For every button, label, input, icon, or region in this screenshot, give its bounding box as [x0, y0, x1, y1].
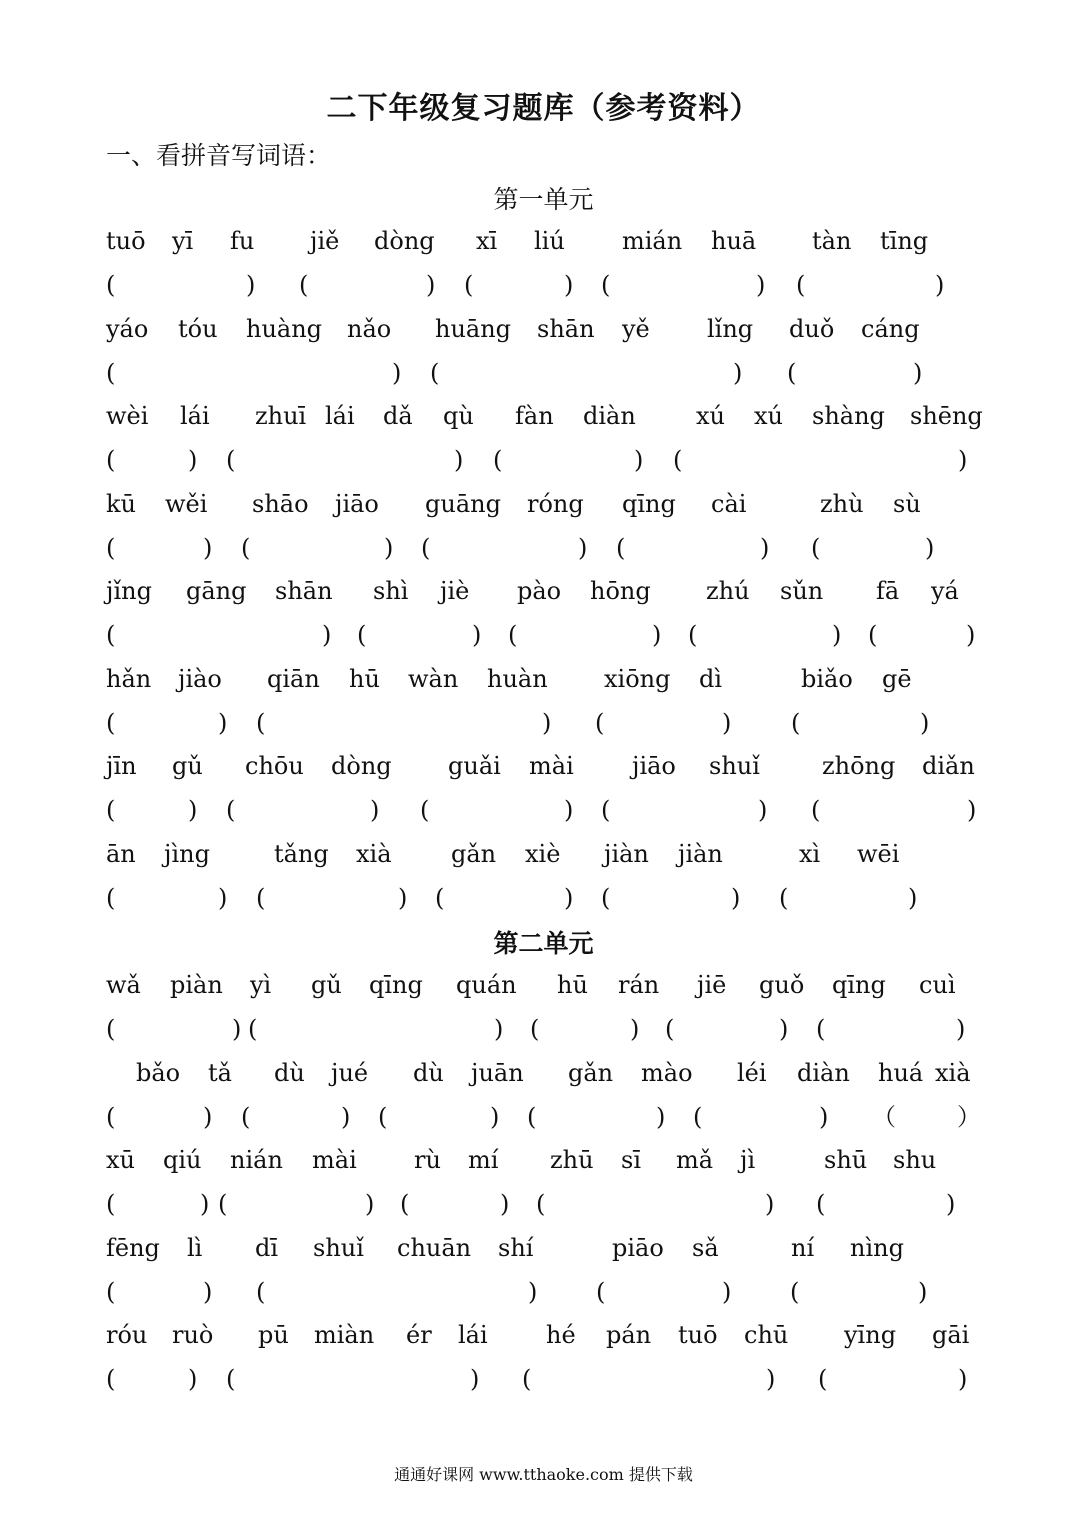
- close-bracket: ): [908, 884, 918, 912]
- close-bracket: ): [454, 446, 464, 474]
- close-bracket: ): [500, 1190, 510, 1218]
- open-bracket: (: [241, 534, 251, 562]
- pinyin-syllable: huàng: [246, 315, 323, 343]
- pinyin-syllable: qīng: [369, 971, 423, 999]
- close-bracket: ): [958, 446, 968, 474]
- pinyin-syllable: ní: [791, 1234, 815, 1262]
- close-bracket: ): [200, 1190, 210, 1218]
- pinyin-syllable: hǎn: [106, 665, 152, 693]
- pinyin-syllable: huá: [878, 1059, 924, 1087]
- pinyin-syllable: jiào: [178, 665, 222, 693]
- close-bracket: ): [578, 534, 588, 562]
- pinyin-syllable: guǎi: [448, 752, 501, 780]
- pinyin-syllable: dù: [413, 1059, 444, 1087]
- pinyin-syllable: nìng: [850, 1234, 904, 1262]
- pinyin-syllable: zhū: [550, 1146, 594, 1174]
- open-bracket: (: [435, 884, 445, 912]
- pinyin-syllable: gǔ: [311, 971, 342, 999]
- unit-2-heading: 第二单元: [493, 929, 594, 958]
- pinyin-syllable: léi: [737, 1059, 767, 1087]
- pinyin-syllable: ruò: [172, 1321, 214, 1349]
- open-bracket: (: [796, 271, 806, 299]
- pinyin-syllable: yáo: [106, 315, 149, 343]
- pinyin-row: [0, 1056, 1087, 1090]
- open-bracket: (: [106, 1015, 116, 1043]
- pinyin-syllable: qīng: [622, 490, 676, 518]
- close-bracket: ）: [957, 1103, 981, 1131]
- open-bracket: (: [522, 1365, 532, 1393]
- close-bracket: ): [494, 1015, 504, 1043]
- close-bracket: ): [203, 1103, 213, 1131]
- open-bracket: (: [601, 796, 611, 824]
- close-bracket: ): [232, 1015, 242, 1043]
- close-bracket: ): [188, 796, 198, 824]
- pinyin-syllable: wěi: [165, 490, 208, 518]
- close-bracket: ): [490, 1103, 500, 1131]
- pinyin-syllable: shu: [893, 1146, 937, 1174]
- pinyin-syllable: diǎn: [922, 752, 975, 780]
- answer-bracket-row[interactable]: [0, 356, 1087, 390]
- pinyin-syllable: gāng: [186, 577, 247, 605]
- answer-bracket-row[interactable]: [0, 1100, 1087, 1134]
- pinyin-syllable: shēng: [910, 402, 983, 430]
- close-bracket: ): [758, 796, 768, 824]
- pinyin-syllable: tóu: [178, 315, 218, 343]
- pinyin-syllable: rù: [414, 1146, 441, 1174]
- open-bracket: (: [811, 796, 821, 824]
- close-bracket: ): [779, 1015, 789, 1043]
- pinyin-syllable: nǎo: [347, 315, 392, 343]
- pinyin-row: [0, 968, 1087, 1002]
- close-bracket: ): [398, 884, 408, 912]
- pinyin-syllable: fā: [876, 577, 900, 605]
- pinyin-syllable: jiāo: [632, 752, 676, 780]
- pinyin-syllable: pào: [517, 577, 562, 605]
- pinyin-syllable: miàn: [314, 1321, 375, 1349]
- answer-bracket-row[interactable]: [0, 1187, 1087, 1221]
- pinyin-syllable: lái: [180, 402, 210, 430]
- close-bracket: ): [733, 359, 743, 387]
- open-bracket: (: [421, 534, 431, 562]
- open-bracket: (: [420, 796, 430, 824]
- open-bracket: (: [693, 1103, 703, 1131]
- pinyin-syllable: guāng: [425, 490, 501, 518]
- close-bracket: ): [652, 621, 662, 649]
- open-bracket: (: [226, 1365, 236, 1393]
- pinyin-syllable: huāng: [435, 315, 512, 343]
- pinyin-syllable: rán: [618, 971, 660, 999]
- pinyin-syllable: xū: [106, 1146, 135, 1174]
- pinyin-row: [0, 487, 1087, 521]
- pinyin-syllable: shuǐ: [313, 1234, 364, 1262]
- close-bracket: ): [564, 271, 574, 299]
- open-bracket: (: [357, 621, 367, 649]
- pinyin-syllable: qiān: [267, 665, 320, 693]
- pinyin-syllable: xià: [356, 840, 392, 868]
- close-bracket: ): [756, 271, 766, 299]
- pinyin-syllable: nián: [230, 1146, 283, 1174]
- open-bracket: (: [601, 271, 611, 299]
- close-bracket: ): [656, 1103, 666, 1131]
- pinyin-syllable: huā: [711, 227, 757, 255]
- pinyin-syllable: xiōng: [604, 665, 671, 693]
- close-bracket: ): [472, 621, 482, 649]
- pinyin-syllable: hū: [557, 971, 588, 999]
- pinyin-syllable: jiè: [440, 577, 470, 605]
- footer-credit: 通通好课网 www.tthaoke.com 提供下载: [394, 1465, 693, 1484]
- open-bracket: (: [106, 1278, 116, 1306]
- open-bracket: (: [508, 621, 518, 649]
- pinyin-syllable: cáng: [861, 315, 920, 343]
- close-bracket: ): [564, 884, 574, 912]
- pinyin-syllable: lái: [325, 402, 355, 430]
- open-bracket: (: [378, 1103, 388, 1131]
- close-bracket: ): [218, 709, 228, 737]
- pinyin-syllable: xià: [935, 1059, 971, 1087]
- close-bracket: ): [966, 621, 976, 649]
- open-bracket: (: [464, 271, 474, 299]
- pinyin-syllable: kū: [106, 490, 136, 518]
- open-bracket: (: [248, 1015, 258, 1043]
- open-bracket: (: [779, 884, 789, 912]
- close-bracket: ): [765, 1190, 775, 1218]
- open-bracket: (: [530, 1015, 540, 1043]
- open-bracket: (: [400, 1190, 410, 1218]
- answer-bracket-row[interactable]: [0, 531, 1087, 565]
- pinyin-syllable: yě: [622, 315, 650, 343]
- open-bracket: (: [106, 1103, 116, 1131]
- close-bracket: ): [819, 1103, 829, 1131]
- pinyin-syllable: wǎ: [106, 971, 141, 999]
- pinyin-row: [0, 574, 1087, 608]
- pinyin-syllable: piàn: [170, 971, 223, 999]
- section-heading: 一、看拼音写词语：: [106, 141, 332, 170]
- pinyin-syllable: dù: [274, 1059, 305, 1087]
- pinyin-syllable: shí: [498, 1234, 534, 1262]
- pinyin-syllable: lǐng: [707, 315, 754, 343]
- pinyin-syllable: jiāo: [335, 490, 379, 518]
- close-bracket: ): [760, 534, 770, 562]
- pinyin-syllable: cuì: [919, 971, 956, 999]
- pinyin-syllable: qīng: [832, 971, 886, 999]
- answer-bracket-row[interactable]: [0, 268, 1087, 302]
- pinyin-syllable: dī: [255, 1234, 279, 1262]
- pinyin-syllable: chū: [744, 1321, 789, 1349]
- open-bracket: (: [106, 359, 116, 387]
- answer-bracket-row[interactable]: [0, 618, 1087, 652]
- close-bracket: ): [470, 1365, 480, 1393]
- pinyin-syllable: huàn: [487, 665, 548, 693]
- answer-bracket-row[interactable]: [0, 1362, 1087, 1396]
- close-bracket: ): [218, 884, 228, 912]
- pinyin-syllable: shāo: [252, 490, 309, 518]
- pinyin-syllable: mài: [529, 752, 574, 780]
- pinyin-syllable: zhú: [706, 577, 750, 605]
- answer-bracket-row[interactable]: [0, 1275, 1087, 1309]
- close-bracket: ): [920, 709, 930, 737]
- pinyin-syllable: xú: [754, 402, 783, 430]
- pinyin-row: [0, 1318, 1087, 1352]
- pinyin-syllable: hé: [546, 1321, 576, 1349]
- pinyin-syllable: qù: [443, 402, 474, 430]
- pinyin-syllable: xú: [696, 402, 725, 430]
- pinyin-row: [0, 1231, 1087, 1265]
- pinyin-syllable: tuō: [106, 227, 146, 255]
- open-bracket: (: [868, 621, 878, 649]
- pinyin-syllable: jīn: [106, 752, 137, 780]
- open-bracket: (: [226, 446, 236, 474]
- pinyin-syllable: mǎ: [676, 1146, 714, 1174]
- pinyin-syllable: xiè: [525, 840, 561, 868]
- open-bracket: (: [688, 621, 698, 649]
- open-bracket: (: [673, 446, 683, 474]
- pinyin-syllable: dǎ: [383, 402, 413, 430]
- answer-bracket-row[interactable]: [0, 706, 1087, 740]
- pinyin-syllable: lì: [187, 1234, 203, 1262]
- pinyin-syllable: jì: [740, 1146, 756, 1174]
- close-bracket: ): [246, 271, 256, 299]
- pinyin-syllable: gē: [882, 665, 912, 693]
- answer-bracket-row[interactable]: [0, 881, 1087, 915]
- pinyin-syllable: sī: [621, 1146, 641, 1174]
- pinyin-syllable: fēng: [106, 1234, 160, 1262]
- close-bracket: ): [634, 446, 644, 474]
- pinyin-syllable: fu: [230, 227, 255, 255]
- pinyin-syllable: bǎo: [136, 1059, 181, 1087]
- close-bracket: ): [958, 1365, 968, 1393]
- pinyin-row: [0, 224, 1087, 258]
- close-bracket: ): [341, 1103, 351, 1131]
- pinyin-syllable: wàn: [408, 665, 459, 693]
- close-bracket: ): [956, 1015, 966, 1043]
- close-bracket: ): [188, 446, 198, 474]
- pinyin-syllable: yīng: [844, 1321, 897, 1349]
- pinyin-row: [0, 312, 1087, 346]
- pinyin-syllable: jìng: [164, 840, 210, 868]
- close-bracket: ): [967, 796, 977, 824]
- pinyin-syllable: cài: [711, 490, 747, 518]
- pinyin-syllable: chōu: [245, 752, 304, 780]
- open-bracket: (: [106, 1365, 116, 1393]
- pinyin-syllable: wèi: [106, 402, 149, 430]
- open-bracket: (: [811, 534, 821, 562]
- close-bracket: ): [188, 1365, 198, 1393]
- pinyin-syllable: qiú: [163, 1146, 202, 1174]
- pinyin-syllable: lái: [458, 1321, 488, 1349]
- close-bracket: ): [722, 709, 732, 737]
- open-bracket: (: [256, 1278, 266, 1306]
- pinyin-syllable: mí: [468, 1146, 499, 1174]
- open-bracket: (: [430, 359, 440, 387]
- pinyin-syllable: pán: [606, 1321, 652, 1349]
- open-bracket: (: [493, 446, 503, 474]
- close-bracket: ): [322, 621, 332, 649]
- pinyin-syllable: jiàn: [678, 840, 723, 868]
- open-bracket: (: [787, 359, 797, 387]
- open-bracket: (: [601, 884, 611, 912]
- open-bracket: (: [106, 796, 116, 824]
- pinyin-syllable: dòng: [374, 227, 435, 255]
- close-bracket: ): [766, 1365, 776, 1393]
- pinyin-syllable: xì: [799, 840, 821, 868]
- open-bracket: (: [106, 621, 116, 649]
- open-bracket: (: [595, 709, 605, 737]
- close-bracket: ): [946, 1190, 956, 1218]
- pinyin-syllable: shàng: [812, 402, 885, 430]
- pinyin-syllable: gāi: [932, 1321, 970, 1349]
- pinyin-syllable: sù: [893, 490, 921, 518]
- close-bracket: ): [630, 1015, 640, 1043]
- close-bracket: ): [384, 534, 394, 562]
- open-bracket: (: [256, 884, 266, 912]
- pinyin-syllable: mián: [622, 227, 683, 255]
- open-bracket: (: [791, 709, 801, 737]
- pinyin-syllable: jiàn: [604, 840, 649, 868]
- open-bracket: (: [241, 1103, 251, 1131]
- pinyin-syllable: diàn: [583, 402, 636, 430]
- pinyin-row: [0, 1143, 1087, 1177]
- pinyin-syllable: ér: [406, 1321, 432, 1349]
- pinyin-syllable: zhuī: [255, 402, 307, 430]
- close-bracket: ): [832, 621, 842, 649]
- open-bracket: (: [527, 1103, 537, 1131]
- pinyin-syllable: duǒ: [789, 315, 835, 343]
- open-bracket: (: [790, 1278, 800, 1306]
- pinyin-syllable: gǔ: [172, 752, 203, 780]
- pinyin-syllable: shān: [275, 577, 333, 605]
- close-bracket: ): [542, 709, 552, 737]
- pinyin-syllable: yī: [172, 227, 194, 255]
- pinyin-syllable: mào: [641, 1059, 693, 1087]
- pinyin-row: [0, 399, 1087, 433]
- pinyin-row: [0, 662, 1087, 696]
- pinyin-syllable: diàn: [797, 1059, 850, 1087]
- pinyin-syllable: gǎn: [568, 1059, 614, 1087]
- pinyin-syllable: zhōng: [822, 752, 896, 780]
- open-bracket: (: [665, 1015, 675, 1043]
- close-bracket: ): [528, 1278, 538, 1306]
- page-title: 二下年级复习题库（参考资料）: [326, 91, 761, 126]
- open-bracket: (: [106, 709, 116, 737]
- pinyin-syllable: tàn: [812, 227, 852, 255]
- pinyin-syllable: juān: [471, 1059, 524, 1087]
- close-bracket: ): [918, 1278, 928, 1306]
- pinyin-syllable: sǔn: [780, 577, 824, 605]
- open-bracket: (: [226, 796, 236, 824]
- pinyin-syllable: mài: [312, 1146, 357, 1174]
- pinyin-syllable: chuān: [397, 1234, 472, 1262]
- close-bracket: ): [731, 884, 741, 912]
- open-bracket: (: [816, 1015, 826, 1043]
- open-bracket: (: [106, 271, 116, 299]
- pinyin-syllable: hōng: [590, 577, 651, 605]
- open-bracket: (: [536, 1190, 546, 1218]
- pinyin-syllable: tīng: [880, 227, 929, 255]
- pinyin-syllable: róu: [106, 1321, 148, 1349]
- close-bracket: ): [203, 534, 213, 562]
- pinyin-syllable: xī: [476, 227, 498, 255]
- pinyin-syllable: shuǐ: [709, 752, 760, 780]
- pinyin-syllable: jué: [331, 1059, 369, 1087]
- close-bracket: ): [722, 1278, 732, 1306]
- pinyin-syllable: gǎn: [451, 840, 497, 868]
- pinyin-syllable: quán: [456, 971, 517, 999]
- pinyin-syllable: wēi: [857, 840, 900, 868]
- pinyin-syllable: shì: [373, 577, 409, 605]
- close-bracket: ): [203, 1278, 213, 1306]
- close-bracket: ): [564, 796, 574, 824]
- close-bracket: ): [370, 796, 380, 824]
- pinyin-syllable: shū: [824, 1146, 868, 1174]
- pinyin-syllable: dì: [699, 665, 723, 693]
- open-bracket: (: [816, 1190, 826, 1218]
- pinyin-syllable: dòng: [331, 752, 392, 780]
- pinyin-syllable: zhù: [820, 490, 864, 518]
- pinyin-syllable: biǎo: [801, 665, 853, 693]
- pinyin-syllable: tǎ: [208, 1059, 232, 1087]
- open-bracket: (: [596, 1278, 606, 1306]
- pinyin-syllable: fàn: [515, 402, 554, 430]
- pinyin-syllable: tuō: [678, 1321, 718, 1349]
- pinyin-row: [0, 749, 1087, 783]
- pinyin-syllable: jiě: [310, 227, 340, 255]
- pinyin-syllable: tǎng: [274, 840, 329, 868]
- answer-bracket-row[interactable]: [0, 443, 1087, 477]
- open-bracket: （: [872, 1103, 896, 1131]
- open-bracket: (: [256, 709, 266, 737]
- pinyin-syllable: shān: [537, 315, 595, 343]
- pinyin-syllable: róng: [527, 490, 584, 518]
- pinyin-syllable: yá: [931, 577, 959, 605]
- pinyin-syllable: pū: [258, 1321, 289, 1349]
- close-bracket: ): [935, 271, 945, 299]
- close-bracket: ): [392, 359, 402, 387]
- pinyin-syllable: jǐng: [106, 577, 152, 605]
- open-bracket: (: [616, 534, 626, 562]
- answer-bracket-row[interactable]: [0, 793, 1087, 827]
- pinyin-syllable: hū: [349, 665, 380, 693]
- close-bracket: ): [365, 1190, 375, 1218]
- open-bracket: (: [299, 271, 309, 299]
- pinyin-syllable: sǎ: [692, 1234, 719, 1262]
- open-bracket: (: [218, 1190, 228, 1218]
- answer-bracket-row[interactable]: [0, 1012, 1087, 1046]
- unit-1-heading: 第一单元: [493, 185, 594, 214]
- pinyin-syllable: guǒ: [759, 971, 805, 999]
- pinyin-syllable: jiē: [697, 971, 727, 999]
- open-bracket: (: [106, 884, 116, 912]
- close-bracket: ): [925, 534, 935, 562]
- pinyin-row: [0, 837, 1087, 871]
- open-bracket: (: [106, 534, 116, 562]
- pinyin-syllable: piāo: [612, 1234, 664, 1262]
- open-bracket: (: [106, 1190, 116, 1218]
- pinyin-syllable: ān: [106, 840, 136, 868]
- open-bracket: (: [818, 1365, 828, 1393]
- pinyin-syllable: liú: [534, 227, 565, 255]
- close-bracket: ): [426, 271, 436, 299]
- pinyin-syllable: yì: [250, 971, 272, 999]
- open-bracket: (: [106, 446, 116, 474]
- close-bracket: ): [913, 359, 923, 387]
